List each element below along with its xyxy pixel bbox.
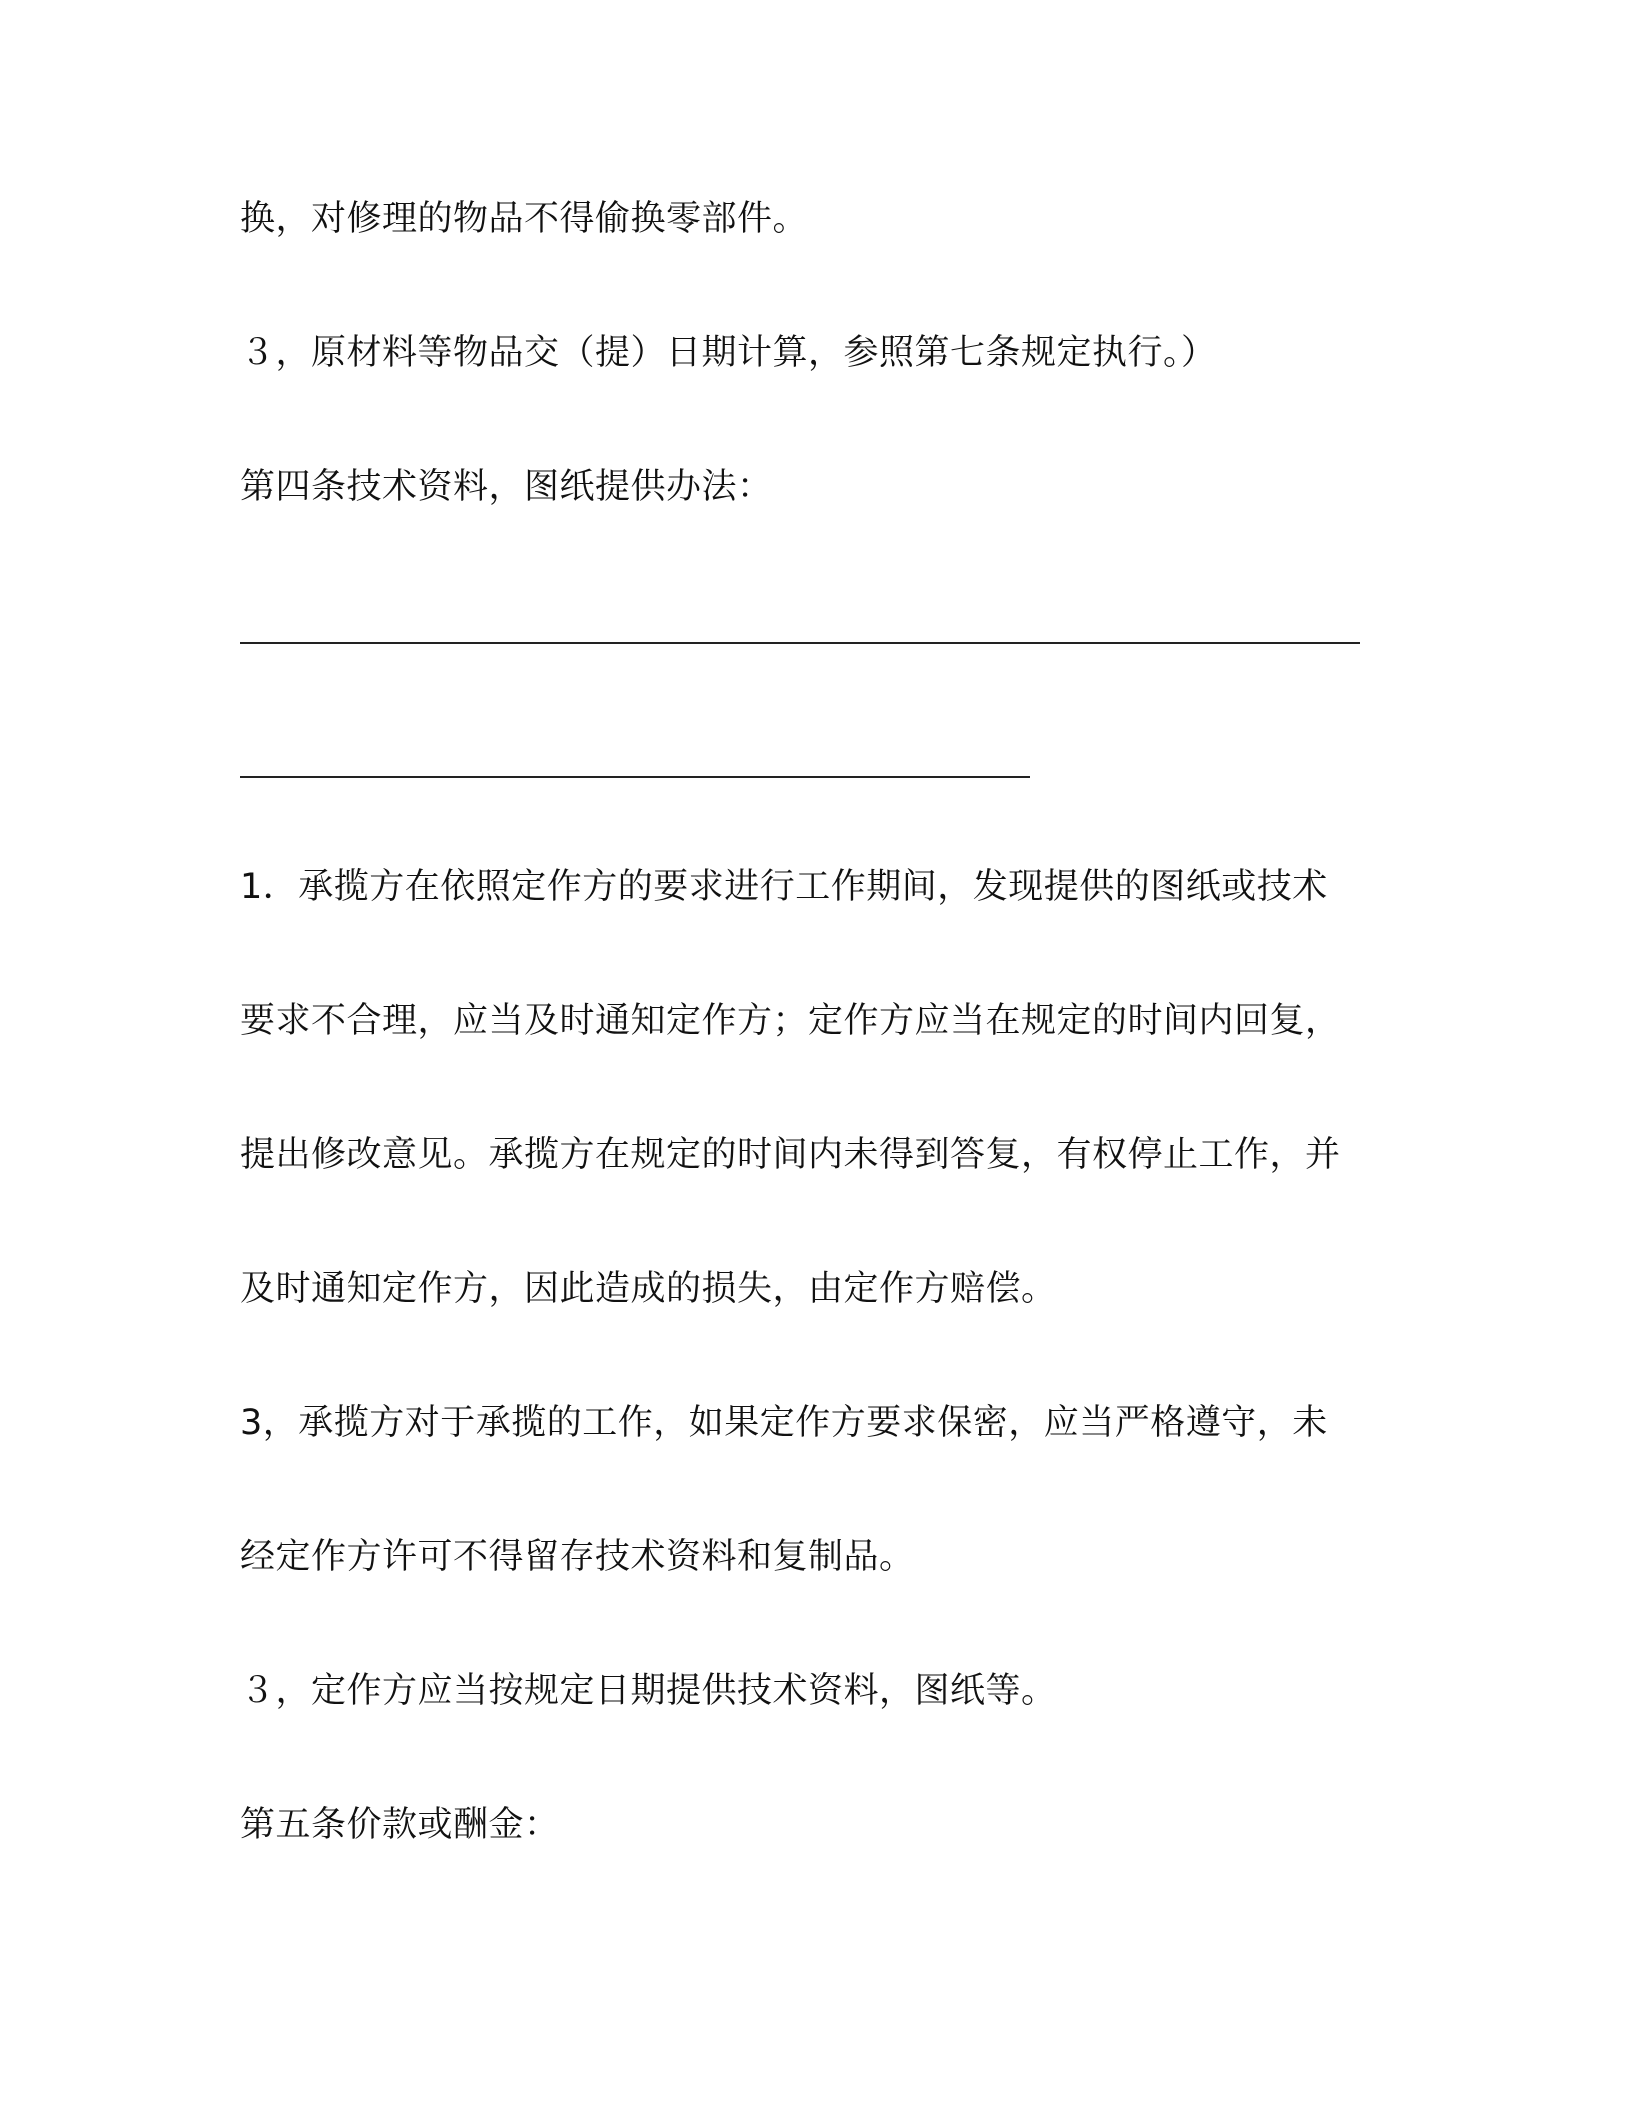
text-line-7: 3，承揽方对于承揽的工作，如果定作方要求保密，应当严格遵守，未 (240, 1403, 1328, 1443)
article-5-heading: 第五条价款或酬金： (240, 1805, 560, 1845)
blank-fill-line-1 (240, 642, 1360, 644)
text-line-1: 换，对修理的物品不得偷换零部件。 (240, 199, 809, 239)
text-line-6: 及时通知定作方，因此造成的损失，由定作方赔偿。 (240, 1269, 1057, 1309)
text-line-5: 提出修改意见。承揽方在规定的时间内未得到答复，有权停止工作，并 (240, 1135, 1341, 1175)
text-line-4: 要求不合理，应当及时通知定作方；定作方应当在规定的时间内回复， (240, 1001, 1341, 1041)
blank-fill-line-2 (240, 776, 1030, 778)
text-line-2: ３，原材料等物品交（提）日期计算，参照第七条规定执行。） (240, 333, 1217, 373)
text-line-8: 经定作方许可不得留存技术资料和复制品。 (240, 1537, 915, 1577)
text-line-9: ３，定作方应当按规定日期提供技术资料，图纸等。 (240, 1671, 1057, 1711)
text-line-3: 1．承揽方在依照定作方的要求进行工作期间，发现提供的图纸或技术 (240, 867, 1328, 907)
article-4-heading: 第四条技术资料，图纸提供办法： (240, 467, 773, 507)
